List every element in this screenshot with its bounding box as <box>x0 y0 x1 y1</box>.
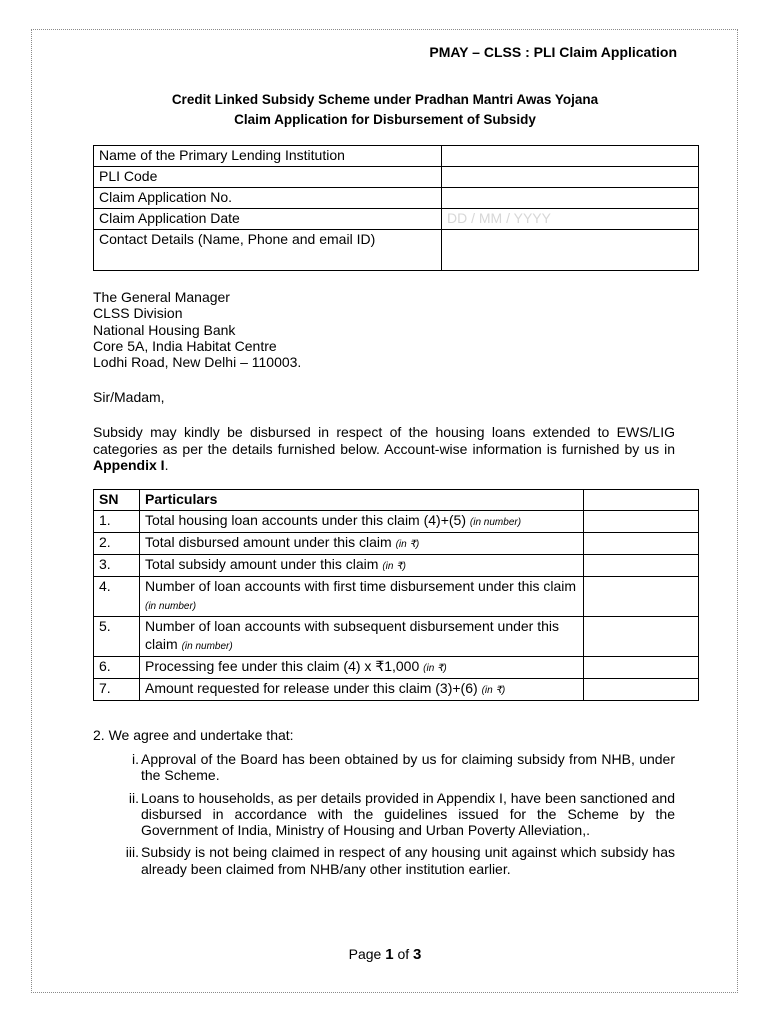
row-particular <box>140 679 584 701</box>
row-particular <box>140 555 584 577</box>
address-block <box>93 289 301 370</box>
info-table <box>93 145 699 271</box>
table-row <box>94 679 699 701</box>
field-contact[interactable] <box>442 230 699 271</box>
table-row <box>94 167 699 188</box>
item-number: iii. <box>125 844 139 861</box>
row-unit: (in ₹) <box>423 663 447 674</box>
row-sn: 3. <box>94 555 140 577</box>
item-number: i. <box>132 751 139 767</box>
row-unit: (in number) <box>469 517 522 528</box>
row-particular <box>140 533 584 555</box>
row-text: Number of loan accounts with first time disbursement under this claim <box>145 578 577 594</box>
table-row <box>94 533 699 555</box>
field-claim-date[interactable]: DD / MM / YYYY <box>442 209 699 230</box>
table-row <box>94 577 699 617</box>
row-text: Total housing loan accounts under this claim (4)+(5) <box>145 512 467 528</box>
row-sn: 2. <box>94 533 140 555</box>
list-item <box>93 790 675 839</box>
row-particular <box>140 577 584 617</box>
row-unit: (in ₹) <box>395 539 420 550</box>
title-line-2: Claim Application for Disbursement of Subsidy <box>234 112 536 127</box>
address-line: National Housing Bank <box>93 321 236 338</box>
field-claim-no[interactable] <box>442 188 699 209</box>
item-number: ii. <box>128 789 139 806</box>
row-value-field[interactable] <box>584 577 699 617</box>
row-value-field[interactable] <box>584 555 699 577</box>
paragraph-text: Subsidy may kindly be disbursed in respect of the housing loans extended to EWS/LIG categories as per the details furnished below. Account-wise information is furnished by us in <box>93 424 675 457</box>
row-unit: (in number) <box>181 641 233 652</box>
salutation: Sir/Madam, <box>93 389 165 405</box>
row-unit: (in ₹) <box>481 685 506 696</box>
label-pli-code: PLI Code <box>94 167 442 188</box>
row-value-field[interactable] <box>584 533 699 555</box>
table-row <box>94 657 699 679</box>
row-sn: 5. <box>94 617 140 657</box>
row-unit: (in number) <box>145 601 197 612</box>
page-of: of <box>397 946 410 962</box>
list-item <box>93 751 675 784</box>
header-value <box>584 490 699 511</box>
header-particulars: Particulars <box>140 490 584 511</box>
label-claim-date: Claim Application Date <box>94 209 442 230</box>
undertakings-list <box>93 751 675 883</box>
row-text: Amount requested for release under this claim (3)+(6) <box>145 680 478 696</box>
list-item <box>93 844 675 877</box>
row-value-field[interactable] <box>584 617 699 657</box>
page-current: 1 <box>385 946 394 963</box>
item-text: Approval of the Board has been obtained by us for claiming subsidy from NHB, under the Scheme. <box>141 751 675 784</box>
row-sn: 7. <box>94 679 140 701</box>
agree-heading: 2. We agree and undertake that: <box>93 727 294 743</box>
row-sn: 6. <box>94 657 140 679</box>
particulars-table <box>93 489 699 701</box>
row-sn: 1. <box>94 511 140 533</box>
table-row <box>94 617 699 657</box>
field-pli-code[interactable] <box>442 167 699 188</box>
row-text: Processing fee under this claim (4) x ₹1,000 <box>145 658 420 674</box>
request-paragraph <box>93 424 675 474</box>
address-line: The General Manager <box>93 289 230 305</box>
row-text: Total disbursed amount under this claim <box>145 534 392 550</box>
row-text: Number of loan accounts with subsequent disbursement under this claim <box>145 618 560 652</box>
row-value-field[interactable] <box>584 511 699 533</box>
item-text: Loans to households, as per details provided in Appendix I, have been sanctioned and disbursed in accordance with the guidelines issued for the Scheme by the Government of India, Ministry of Housing and Urban Poverty Alleviation,. <box>141 789 675 839</box>
field-pli-name[interactable] <box>442 146 699 167</box>
table-header-row <box>94 490 699 511</box>
page-number <box>93 946 677 963</box>
row-text: Total subsidy amount under this claim <box>145 556 379 572</box>
label-pli-name: Name of the Primary Lending Institution <box>94 146 442 167</box>
item-text: Subsidy is not being claimed in respect of any housing unit against which subsidy has already been claimed from NHB/any other institution earlier. <box>141 844 675 877</box>
appendix-reference: Appendix I <box>93 457 165 473</box>
row-particular <box>140 617 584 657</box>
page-prefix: Page <box>348 946 382 962</box>
table-row <box>94 209 699 230</box>
table-row <box>94 511 699 533</box>
label-contact: Contact Details (Name, Phone and email ID) <box>94 230 442 271</box>
row-particular <box>140 657 584 679</box>
row-value-field[interactable] <box>584 657 699 679</box>
table-row <box>94 230 699 271</box>
title-line-1: Credit Linked Subsidy Scheme under Pradhan Mantri Awas Yojana <box>171 92 599 107</box>
header-sn: SN <box>94 490 140 511</box>
row-sn: 4. <box>94 577 140 617</box>
label-claim-no: Claim Application No. <box>94 188 442 209</box>
row-value-field[interactable] <box>584 679 699 701</box>
paragraph-end: . <box>164 457 169 473</box>
row-unit: (in ₹) <box>382 561 406 572</box>
address-line: CLSS Division <box>93 305 183 322</box>
page-total: 3 <box>413 946 422 963</box>
document-header: PMAY – CLSS : PLI Claim Application <box>429 44 677 60</box>
row-particular <box>140 511 584 533</box>
table-row <box>94 146 699 167</box>
address-line: Core 5A, India Habitat Centre <box>93 337 277 354</box>
address-line: Lodhi Road, New Delhi – 110003. <box>93 354 302 371</box>
table-row <box>94 188 699 209</box>
table-row <box>94 555 699 577</box>
